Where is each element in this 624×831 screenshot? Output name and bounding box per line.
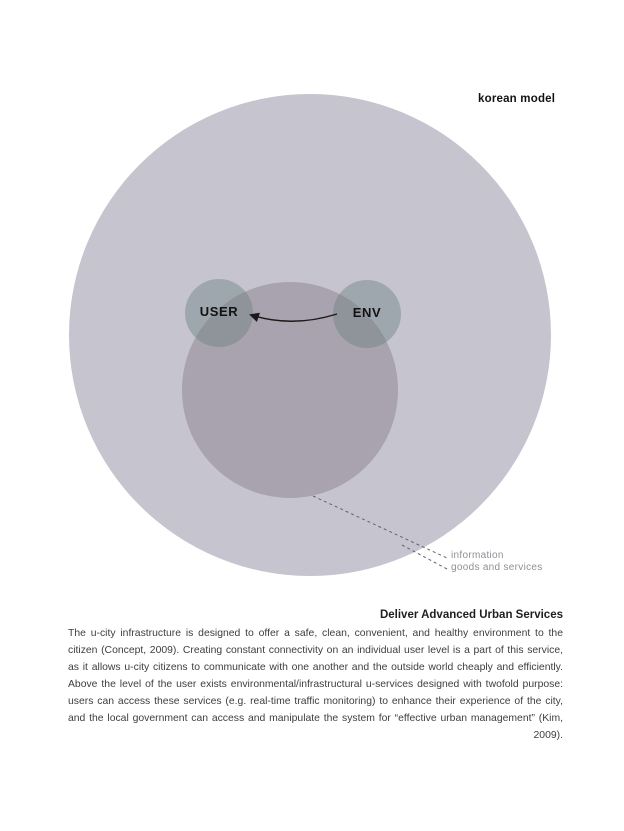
callout-label <box>451 550 543 573</box>
callout-line-information: information <box>451 550 504 561</box>
caption-block <box>68 608 563 744</box>
user-node-label: USER <box>199 303 239 319</box>
caption-body: The u-city infrastructure is designed to offer a safe, clean, convenient, and healthy environment to the citizen (Concept, 2009). Creating constant connectivity on an individual user level is a part of this service, as it allows u-city citizens to communicate with one another and the outside world cheaply and efficiently. Above the level of the user exists environmental/infrastructural u-services designed with twofold purpose: users can access these services (e.g. real-time traffic monitoring) to enhance their experience of the city, and the local government can access and manipulate the system for “effective urban management” (Kim, 2009). <box>68 628 563 741</box>
callout-line-goods: goods and services <box>451 561 543 573</box>
model-title: korean model <box>478 93 556 105</box>
env-node <box>333 280 401 348</box>
caption-heading: Deliver Advanced Urban Services <box>379 609 563 621</box>
env-node-label: ENV <box>352 304 382 320</box>
user-node <box>185 279 253 347</box>
